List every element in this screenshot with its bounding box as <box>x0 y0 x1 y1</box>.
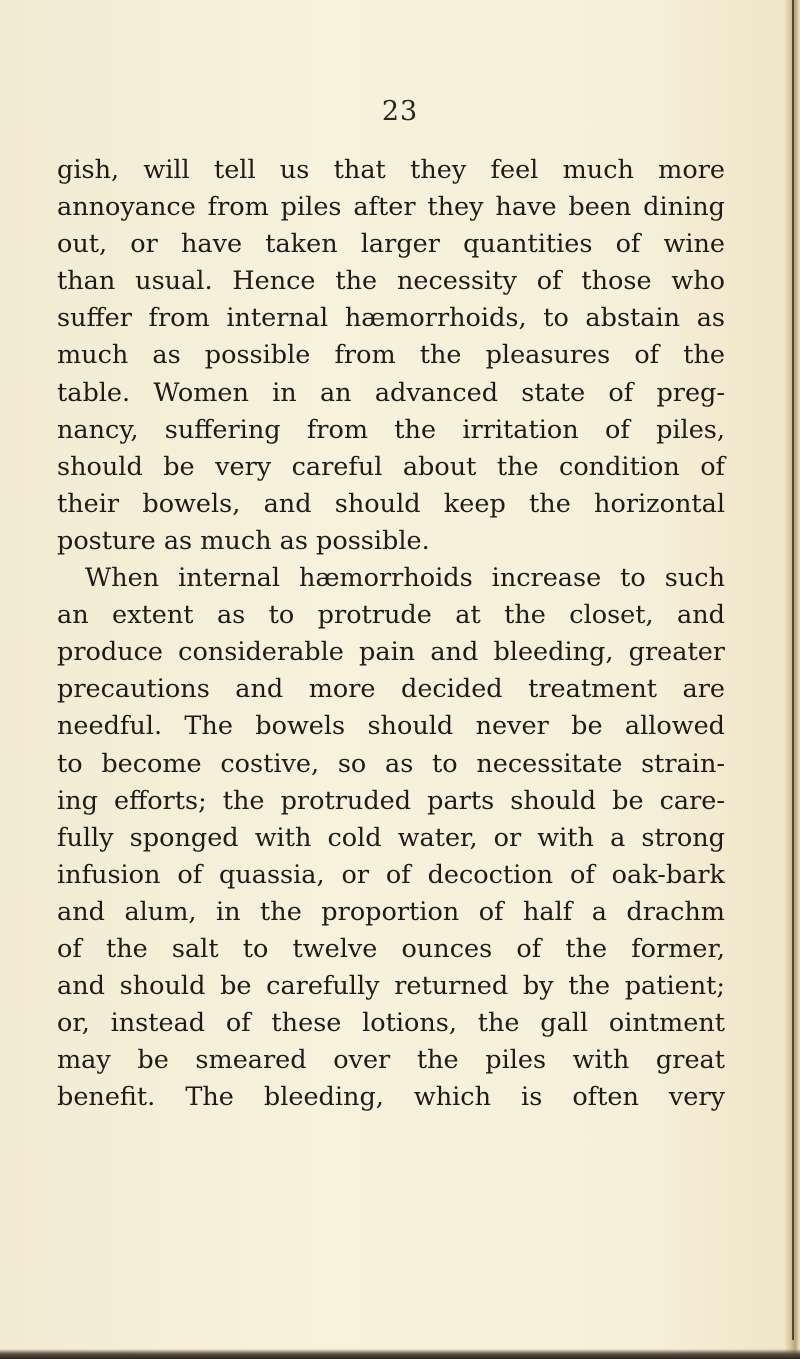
text-line: an extent as to protrude at the closet, and <box>57 600 725 631</box>
text-line: When internal hæmorrhoids increase to such <box>85 563 725 594</box>
body-text <box>57 152 725 1116</box>
text-line: gish, will tell us that they feel much more <box>57 155 725 185</box>
text-line: their bowels, and should keep the horizontal <box>57 488 725 519</box>
page-bottom-edge <box>0 1349 800 1359</box>
text-line: posture as much as possible. <box>57 525 430 556</box>
text-line: table. Women in an advanced state of preg- <box>57 377 725 408</box>
text-line: of the salt to twelve ounces of the former, <box>57 933 725 964</box>
text-line: ing efforts; the protruded parts should be care- <box>57 785 725 816</box>
text-line: or, instead of these lotions, the gall ointment <box>57 1008 725 1039</box>
text-line: fully sponged with cold water, or with a strong <box>57 822 725 853</box>
text-line: benefit. The bleeding, which is often very <box>57 1082 725 1113</box>
page-number: 23 <box>381 96 419 127</box>
text-line: precautions and more decided treatment are <box>57 674 725 705</box>
text-line: than usual. Hence the necessity of those who <box>57 266 725 297</box>
text-line: produce considerable pain and bleeding, greater <box>57 637 725 668</box>
text-line: nancy, suffering from the irritation of piles, <box>57 414 725 445</box>
page-edge-line <box>792 0 794 1340</box>
text-line: to become costive, so as to necessitate strain- <box>57 748 725 779</box>
text-line: out, or have taken larger quantities of wine <box>57 229 725 260</box>
text-line: needful. The bowels should never be allowed <box>57 711 725 742</box>
text-line: suffer from internal hæmorrhoids, to abstain as <box>57 303 725 334</box>
text-line: and alum, in the proportion of half a drachm <box>57 896 725 927</box>
text-line: annoyance from piles after they have been dining <box>57 192 725 223</box>
text-line: infusion of quassia, or of decoction of oak-bark <box>57 859 725 890</box>
text-line: should be very careful about the condition of <box>57 451 725 482</box>
text-line: and should be carefully returned by the patient; <box>57 971 725 1002</box>
text-line: much as possible from the pleasures of the <box>57 340 725 371</box>
text-line: may be smeared over the piles with great <box>57 1045 725 1076</box>
